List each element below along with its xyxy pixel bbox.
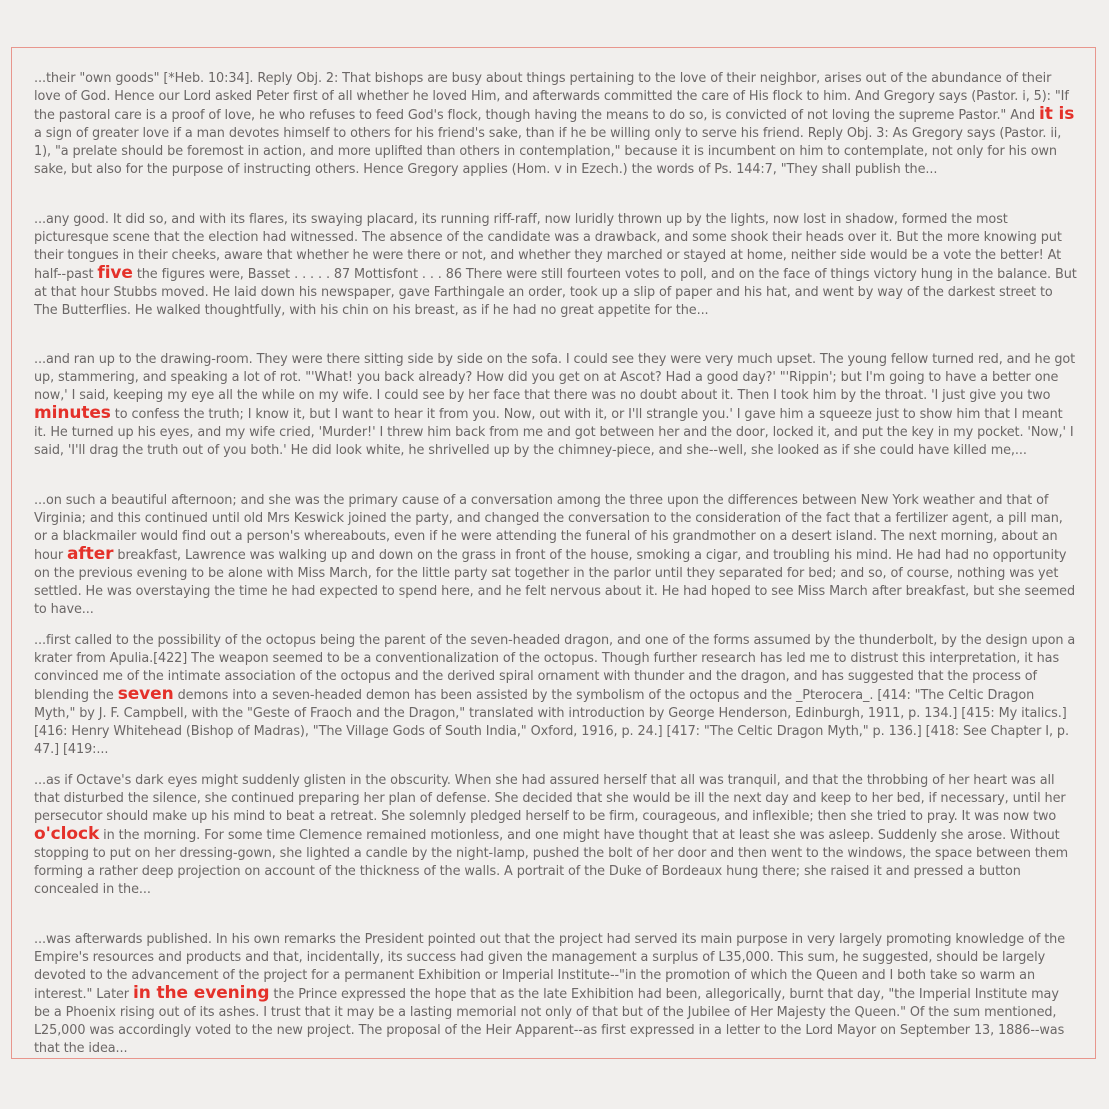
passage-7-highlight: in the evening bbox=[132, 983, 270, 1003]
passage-5-highlight: seven bbox=[117, 684, 174, 704]
passage-7-text-before: ...was afterwards published. In his own remarks the President pointed out that the project had served its main purpose in very largely promoting knowledge of the Empire's resources and products and that, incidentally, its success had given the management a surplus of L35,000. This sum, he suggested, should be largely devoted to the advancement of the project for a permanent Exhibition or Imperial Institute--"in the promotion of which the Queen and I both take so warm an interest." Later bbox=[34, 932, 1066, 1002]
passage-2-text-before: ...any good. It did so, and with its flares, its swaying placard, its running riff-raff, now luridly thrown up by the lights, now lost in shadow, formed the most picturesque scene that the election had witnessed. The absence of the candidate was a drawback, and some shook their heads over it. But the more knowing put their tongues in their cheeks, aware that whether he were there or not, and whether they marched or stayed at home, neither side would be a vote the better! At half--past bbox=[34, 212, 1062, 282]
passage-5-text-before: ...first called to the possibility of the octopus being the parent of the seven-headed dragon, and one of the forms assumed by the thunderbolt, by the design upon a krater from Apulia.[422] The weapon seemed to be a conventionalization of the octopus. Though further research has led me to distrust this interpretation, it has convinced me of the intimate association of the octopus and the derived spiral ornament with thunder and the dragon, and has suggested that the process of blending the bbox=[34, 633, 1076, 703]
passage-3-text-before: ...and ran up to the drawing-room. They were there sitting side by side on the sofa. I could see they were very much upset. The young fellow turned red, and he got up, stammering, and speaking a lot of rot. "'What! you back already? How did you get on at Ascot? Had a good day?' "'Rippin'; but I'm going to have a better one now,' I said, keeping my eye all the while on my wife. I could see by her face that there was no doubt about it. Then I took him by the throat. 'I just give you two bbox=[34, 352, 1076, 403]
passage-1-text-after: a sign of greater love if a man devotes himself to others for his friend's sake, than if he be willing only to serve his friend. Reply Obj. 3: As Gregory says (Pastor. ii, 1), "a prelate should be foremost in action, and more uplifted than others in contemplation," because it is incumbent on him to contemplate, not only for his own sake, but also for the purpose of instructing others. Hence Gregory applies (Hom. v in Ezech.) the words of Ps. 144:7, "They shall publish the... bbox=[34, 126, 1062, 177]
passage-3 bbox=[34, 351, 1078, 460]
passage-4-text-before: ...on such a beautiful afternoon; and she was the primary cause of a conversation among the three upon the differences between New York weather and that of Virginia; and this continued until old Mrs Keswick joined the party, and changed the conversation to the consideration of the fact that a fertilizer agent, a pill man, or a blackmailer would find out a person's whereabouts, even if he were attending the funeral of his grandmother on a desert island. The next morning, about an hour bbox=[34, 493, 1063, 563]
passage-1 bbox=[34, 70, 1078, 179]
passage-1-text-before: ...their "own goods" [*Heb. 10:34]. Reply Obj. 2: That bishops are busy about things pertaining to the love of their neighbor, arises out of the abundance of their love of God. Hence our Lord asked Peter first of all whether he loved Him, and afterwards committed the care of His flock to him. And Gregory says (Pastor. i, 5): "If the pastoral care is a proof of love, he who refuses to feed God's flock, though having the means to do so, is convicted of not loving the supreme Pastor." And bbox=[34, 71, 1069, 123]
passage-6 bbox=[34, 772, 1078, 899]
passage-1-highlight: it is bbox=[1038, 104, 1075, 124]
passage-7 bbox=[34, 931, 1078, 1058]
passage-2-text-after: the figures were, Basset . . . . . 87 Mottisfont . . . 86 There were still fourteen votes to poll, and on the face of things victory hung in the balance. But at that hour Stubbs moved. He laid down his newspaper, gave Farthingale an order, took up a slip of paper and his hat, and went by way of the darkest street to The Butterflies. He walked thoughtfully, with his chin on his breast, as if he had no great appetite for the... bbox=[34, 267, 1077, 318]
passage-4-text-after: breakfast, Lawrence was walking up and down on the grass in front of the house, smoking a cigar, and troubling his mind. He had had no opportunity on the previous evening to be alone with Miss March, for the little party sat together in the parlor until they separated for bed; and so, of course, nothing was yet settled. He was overstaying the time he had expected to spend here, and he felt nervous about it. He had hoped to see Miss March after breakfast, but she seemed to have... bbox=[34, 548, 1076, 617]
passage-5 bbox=[34, 632, 1078, 759]
passage-5-text-after: demons into a seven-headed demon has been assisted by the symbolism of the octopus and the _Pterocera_. [414: "The Celtic Dragon Myth," by J. F. Campbell, with the "Geste of Fraoch and the Dragon," translated with introduction by George Henderson, Edinburgh, 1911, p. 134.] [415: My italics.] [416: Henry Whitehead (Bishop of Madras), "The Village Gods of South India," Oxford, 1916, p. 24.] [417: "The Celtic Dragon Myth," p. 136.] [418: See Chapter I, p. 47.] [419:... bbox=[34, 688, 1069, 757]
passage-7-text-after: the Prince expressed the hope that as the late Exhibition had been, allegorically, burnt that day, "the Imperial Institute may be a Phoenix rising out of its ashes. I trust that it may be a lasting memorial not only of that but of the Jubilee of Her Majesty the Queen." Of the sum mentioned, L25,000 was accordingly voted to the new project. The proposal of the Heir Apparent--as first expressed in a letter to the Lord Mayor on September 13, 1886--was that the idea... bbox=[34, 987, 1065, 1056]
passage-4-highlight: after bbox=[67, 544, 114, 564]
passage-2-highlight: five bbox=[97, 263, 133, 283]
passage-3-text-after: to confess the truth; I know it, but I want to hear it from you. Now, out with it, or I'll strangle you.' I gave him a squeeze just to show him that I meant it. He turned up his eyes, and my wife cried, 'Murder!' I threw him back from me and got between her and the door, locked it, and put the key in my pocket. 'Now,' I said, 'I'll drag the truth out of you both.' He did look white, he shrivelled up by the chimney-piece, and she--well, she looked as if she could have killed me,... bbox=[34, 407, 1074, 458]
passage-6-text-before: ...as if Octave's dark eyes might suddenly glisten in the obscurity. When she had assured herself that all was tranquil, and that the throbbing of her heart was all that disturbed the silence, she continued preparing her plan of defense. She decided that she would be ill the next day and keep to her bed, if necessary, until her persecutor should make up his mind to beat a retreat. She solemnly pledged herself to be firm, courageous, and inflexible; then she tried to pray. It was now two bbox=[34, 773, 1066, 824]
passage-2 bbox=[34, 211, 1078, 320]
passage-6-highlight: o'clock bbox=[34, 824, 100, 844]
passage-3-highlight: minutes bbox=[34, 403, 111, 423]
passage-6-text-after: in the morning. For some time Clemence remained motionless, and one might have thought that at least she was asleep. Suddenly she arose. Without stopping to put on her dressing-gown, she lighted a candle by the night-lamp, pushed the bolt of her door and then went to the windows, the space between them forming a rather deep projection on account of the thickness of the walls. A portrait of the Duke of Bordeaux hung there; she raised it and pressed a button concealed in the... bbox=[34, 828, 1069, 897]
passage-4 bbox=[34, 492, 1078, 619]
